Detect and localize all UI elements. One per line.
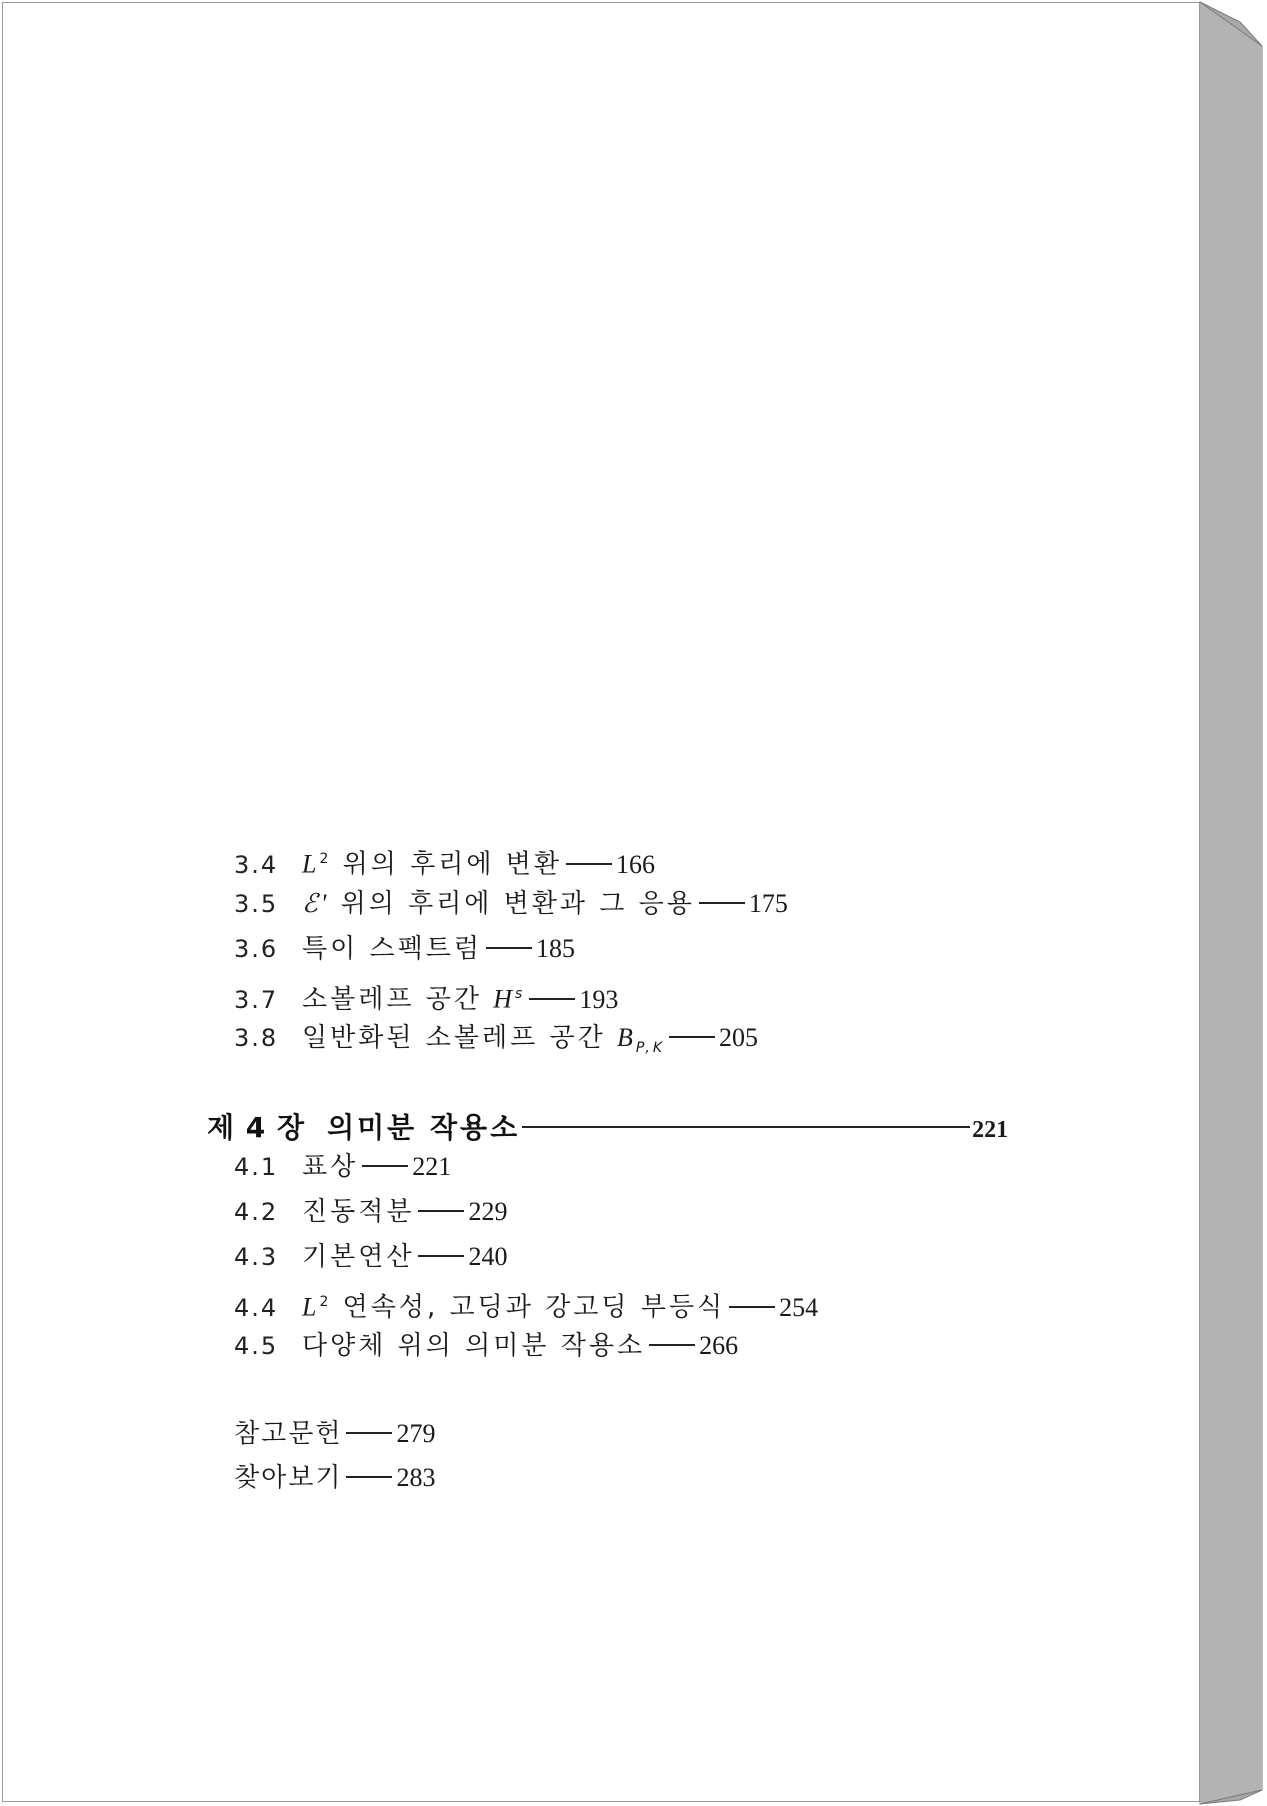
page-number: 221 xyxy=(412,1152,452,1181)
section-title: 특이 스펙트럼 xyxy=(302,934,482,964)
toc-entry-4-2[interactable] xyxy=(234,1196,507,1228)
section-number: 3.6 xyxy=(234,935,279,963)
toc-entry-4-5[interactable] xyxy=(234,1330,738,1362)
leader-dash xyxy=(486,947,532,949)
leader-dash xyxy=(418,1255,464,1257)
leader-dash xyxy=(699,902,745,904)
page-number: 175 xyxy=(748,889,788,918)
section-title: ℰ' 위의 후리에 변환과 그 응용 xyxy=(302,889,695,919)
leader-dash xyxy=(346,1476,392,1478)
toc-entry-4-3[interactable] xyxy=(234,1241,507,1273)
toc-entry-3-7[interactable] xyxy=(234,978,618,1016)
page-number: 266 xyxy=(699,1331,739,1360)
section-number: 4.5 xyxy=(234,1332,279,1360)
page-number: 166 xyxy=(616,849,655,879)
toc-entry-3-6[interactable] xyxy=(234,933,575,965)
leader-dash xyxy=(729,1306,775,1308)
page-number: 229 xyxy=(468,1197,508,1226)
toc-entry-3-5[interactable] xyxy=(234,888,788,920)
section-title: 참고문헌 xyxy=(234,1419,343,1449)
section-number: 3.5 xyxy=(234,890,279,918)
section-number: 4.3 xyxy=(234,1243,279,1271)
section-number: 3.4 xyxy=(234,850,279,879)
section-title: 찾아보기 xyxy=(234,1463,343,1493)
page-number: 185 xyxy=(535,934,575,963)
section-title: 표상 xyxy=(302,1152,359,1182)
section-title: 진동적분 xyxy=(302,1197,415,1227)
section-title: 소볼레프 공간 $H^s$ xyxy=(302,984,526,1015)
page-number: 193 xyxy=(579,984,619,1014)
toc-entry-3-4[interactable] xyxy=(234,843,655,881)
leader-dash xyxy=(362,1165,408,1167)
toc-entry-4-4[interactable] xyxy=(234,1286,818,1324)
section-title: $L^2$ 연속성, 고딩과 강고딩 부등식 xyxy=(302,1292,726,1323)
section-number: 3.7 xyxy=(234,985,279,1014)
leader-dash xyxy=(529,998,575,1000)
chapter-label: 제 4 장 xyxy=(207,1111,306,1144)
leader-dash xyxy=(669,1036,715,1038)
page-number: 279 xyxy=(396,1419,436,1448)
section-title: 다양체 위의 의미분 작용소 xyxy=(302,1331,646,1361)
toc-entry-references[interactable] xyxy=(234,1418,435,1450)
section-title: 일반화된 소볼레프 공간 $B_{P,K}$ xyxy=(302,1023,666,1057)
page-number: 205 xyxy=(719,1023,759,1052)
leader-dash xyxy=(418,1210,464,1212)
toc-entry-4-1[interactable] xyxy=(234,1151,451,1183)
page-number: 240 xyxy=(468,1242,508,1271)
page-number: 283 xyxy=(396,1463,436,1492)
page-number: 254 xyxy=(779,1292,819,1322)
toc-chapter-4[interactable] xyxy=(207,1106,1008,1146)
leader-line xyxy=(522,1126,970,1128)
toc-entry-3-8[interactable] xyxy=(234,1022,758,1064)
section-title: $L^2$ 위의 후리에 변환 xyxy=(302,849,562,880)
section-title: 기본연산 xyxy=(302,1242,415,1272)
page-number: 221 xyxy=(972,1117,1009,1143)
toc-entry-index[interactable] xyxy=(234,1462,435,1494)
section-number: 4.1 xyxy=(234,1153,279,1181)
section-number: 4.4 xyxy=(234,1293,279,1322)
leader-dash xyxy=(649,1344,695,1346)
chapter-title: 의미분 작용소 xyxy=(327,1111,521,1144)
section-number: 4.2 xyxy=(234,1198,279,1226)
leader-dash xyxy=(566,863,612,865)
section-number: 3.8 xyxy=(234,1024,279,1052)
leader-dash xyxy=(346,1432,392,1434)
